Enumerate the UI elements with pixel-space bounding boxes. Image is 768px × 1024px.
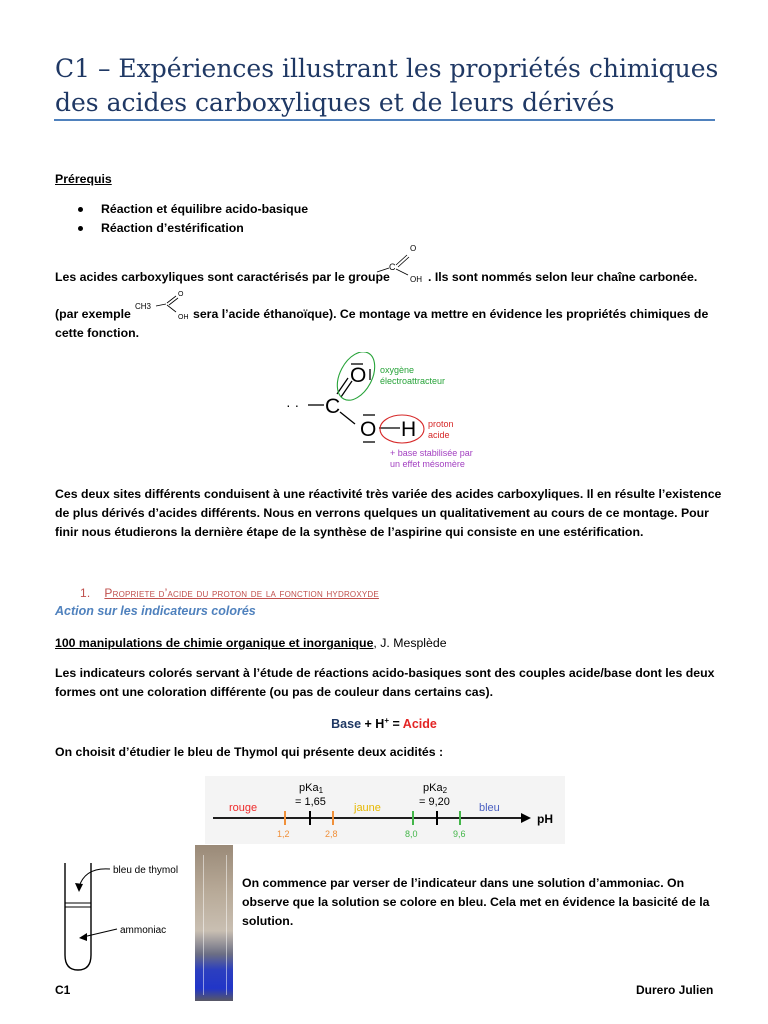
- carboxyl-sites-diagram: [280, 352, 510, 474]
- prereq-heading: Prérequis: [55, 172, 112, 186]
- section-title: Propriete d’acide du proton de la fonction hydroxyde: [104, 586, 379, 600]
- section-subtitle: Action sur les indicateurs colorés: [55, 604, 256, 618]
- label-oxygen: oxygène: [380, 365, 415, 375]
- test-tube-sketch: [55, 855, 190, 975]
- intro-line-1b: . Ils sont nommés selon leur chaîne carbonée.: [428, 270, 698, 284]
- formula-oh: OH: [178, 314, 189, 321]
- diagram-dots: · ·: [286, 397, 300, 413]
- section-number: 1.: [80, 586, 91, 600]
- eq-base: Base: [331, 717, 362, 732]
- paragraph-indicators: Les indicateurs colorés servant à l’étude de réactions acido-basiques sont des couples acide/base dont les deux formes ont une coloration différente (ou pas de couleur dans certains cas).: [55, 666, 715, 699]
- footer-author: Durero Julien: [636, 983, 714, 997]
- intro-line-2a: (par exemple: [55, 307, 131, 321]
- pka1-value: = 1,65: [295, 796, 326, 808]
- tick-label: 2,8: [325, 829, 338, 839]
- tick-label: 9,6: [453, 829, 466, 839]
- reference-author: , J. Mesplède: [373, 636, 447, 650]
- label-jaune: jaune: [354, 802, 381, 814]
- intro-line-3: cette fonction.: [55, 326, 140, 340]
- title-line-1: C1 – Expériences illustrant les propriétés chimiques: [55, 54, 719, 83]
- label-base: un effet mésomère: [390, 459, 465, 469]
- formula-ch3: CH3: [135, 302, 152, 311]
- arrowhead-icon: [75, 883, 83, 892]
- diagram-oxygen-bottom: O: [360, 418, 377, 441]
- label-bleu: bleu: [479, 802, 500, 814]
- bullet-icon: [78, 226, 83, 231]
- formula-o: O: [178, 291, 184, 298]
- acid-base-equation: [0, 716, 768, 731]
- intro-line-1a: Les acides carboxyliques sont caractérisés par le groupe: [55, 270, 390, 284]
- title-line-2: des acides carboxyliques et de leurs dérivés: [55, 88, 615, 117]
- label-proton: proton: [428, 419, 454, 429]
- ph-scale-background: [205, 776, 565, 844]
- tick-label: 8,0: [405, 829, 418, 839]
- eq-sup: +: [384, 716, 389, 725]
- formula-o: O: [410, 244, 417, 253]
- eq-acid: Acide: [402, 717, 437, 732]
- intro-line-2b: sera l’acide éthanoïque). Ce montage va mettre en évidence les propriétés chimiques de: [193, 307, 709, 321]
- formula-oh: OH: [410, 275, 422, 284]
- diagram-carbon: C: [325, 395, 341, 418]
- ph-scale-diagram: [205, 776, 565, 844]
- paragraph-thymol: On choisit d’étudier le bleu de Thymol qui présente deux acidités :: [55, 745, 444, 759]
- tick-label: 1,2: [277, 829, 290, 839]
- label-ammoniac: ammoniac: [120, 925, 167, 936]
- test-tube-photo: [195, 845, 233, 1001]
- prereq-item: Réaction d’estérification: [78, 219, 244, 238]
- page-title: [55, 52, 725, 120]
- label-rouge: rouge: [229, 802, 258, 814]
- formula-c: C: [389, 262, 396, 272]
- ethanoic-acid-formula: [134, 288, 194, 324]
- reference: [55, 634, 447, 653]
- paragraph-ammoniac: On commence par verser de l’indicateur dans une solution d’ammoniac. On observe que la solution se colore en bleu. Cela met en évidence la basicité de la solution.: [242, 876, 710, 928]
- label-base: + base stabilisée par: [390, 448, 473, 458]
- eq-plus-h: + H: [361, 717, 385, 732]
- test-tube-glass: [203, 855, 227, 995]
- diagram-oxygen-top: O: [350, 364, 367, 387]
- section-1-heading: [80, 586, 379, 600]
- label-oxygen: électroattracteur: [380, 376, 446, 386]
- arrowhead-icon: [79, 933, 87, 941]
- eq-equals: =: [389, 717, 403, 732]
- pka1-label: pKa1: [299, 782, 324, 795]
- ph-axis-label: pH: [537, 812, 553, 826]
- arrow-ammoniac: [83, 929, 117, 937]
- footer-left: C1: [55, 983, 71, 997]
- label-proton: acide: [428, 430, 450, 440]
- bullet-icon: [78, 207, 83, 212]
- reference-book: 100 manipulations de chimie organique et inorganique: [55, 636, 374, 650]
- prereq-item: Réaction et équilibre acido-basique: [78, 200, 308, 219]
- diagram-hydrogen: H: [401, 418, 417, 441]
- pka2-value: = 9,20: [419, 796, 450, 808]
- pka2-label: pKa2: [423, 782, 448, 795]
- paragraph-reactivity: Ces deux sites différents conduisent à une réactivité très variée des acides carboxyliques. Il en résulte l’existence de plus dérivés d’acides différents. Nous en verrons quelques un qualitativement au cours de ce montage. Pour finir nous étudierons la dernière étape de la synthèse de l’aspirine qui consiste en une estérification.: [55, 487, 722, 539]
- test-tube-outline: [65, 863, 91, 970]
- title-underline: [54, 119, 715, 121]
- label-thymol: bleu de thymol: [113, 865, 179, 876]
- arrow-thymol: [79, 869, 110, 887]
